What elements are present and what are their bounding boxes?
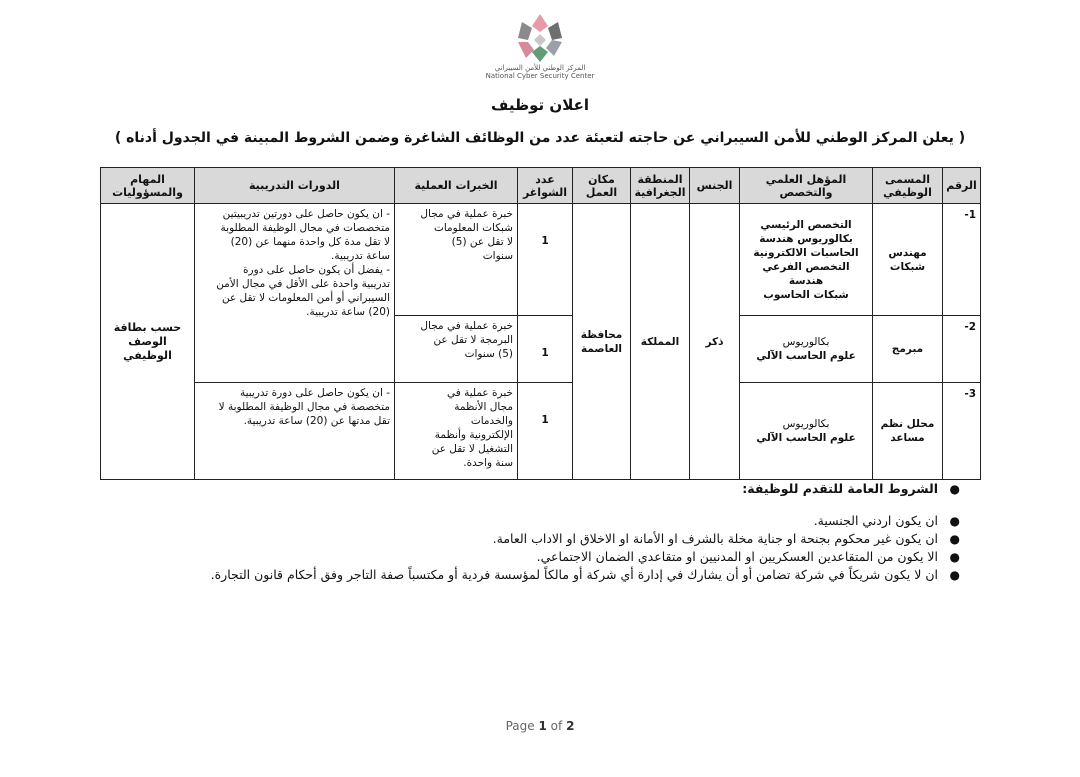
header-experience: الخبرات العملية — [395, 168, 518, 204]
header-region: المنطقة الجغرافية — [631, 168, 690, 204]
row-job-title: مهندس شبكات — [873, 204, 943, 316]
header-job-title: المسمى الوظيفي — [873, 168, 943, 204]
table-row — [101, 204, 981, 316]
header-qualification: المؤهل العلمي والتخصص — [740, 168, 873, 204]
region-cell: المملكة — [631, 204, 690, 480]
row-num: 3- — [943, 383, 981, 480]
header-count: عدد الشواغر — [518, 168, 573, 204]
ncsc-emblem-icon — [512, 12, 568, 64]
general-conditions — [120, 480, 960, 584]
header-duties: المهام والمسؤوليات — [101, 168, 195, 204]
header-courses: الدورات التدريبية — [195, 168, 395, 204]
logo-text-en: National Cyber Security Center — [485, 72, 595, 80]
gender-cell: ذكر — [690, 204, 740, 480]
row-job-title: محلل نظم مساعد — [873, 383, 943, 480]
row-num: 1- — [943, 204, 981, 316]
list-item: ● ان لا يكون شريكاً في شركة تضامن أو أن يشارك في إدارة أي شركة أو مالكاً لمؤسسة فردية أو مكتسباً صفة التاجر وفق أحكام قانون التجارة. — [210, 567, 960, 582]
list-item: ● الا يكون من المتقاعدين العسكريين او المدنيين او متقاعدي الضمان الاجتماعي. — [536, 549, 960, 564]
ncsc-logo — [485, 12, 595, 92]
list-item: ● ان يكون غير محكوم بجنحة او جناية مخلة بالشرف او الأمانة او الاخلاق او الاداب العامة. — [492, 531, 960, 546]
row-experience: خبرة عملية في مجال البرمجة لا تقل عن (5) سنوات — [395, 316, 518, 383]
workplace-cell: محافظة العاصمة — [573, 204, 631, 480]
header-workplace: مكان العمل — [573, 168, 631, 204]
row-experience: خبرة عملية في مجال شبكات المعلومات لا تقل عن (5) سنوات — [395, 204, 518, 316]
jobs-table — [100, 167, 981, 480]
bullet-icon: ● — [949, 568, 960, 582]
table-row — [101, 383, 981, 480]
row-count: 1 — [518, 383, 573, 480]
row-count: 1 — [518, 316, 573, 383]
table-header-row — [101, 168, 981, 204]
row-num: 2- — [943, 316, 981, 383]
courses-cell-3: - ان يكون حاصل على دورة تدريبية متخصصة في مجال الوظيفة المطلوبة لا تقل مدتها عن (20) ساعة تدريبية. — [195, 383, 395, 480]
row-experience: خبرة عملية في مجال الأنظمة والخدمات الإلكترونية وأنظمة التشغيل لا تقل عن سنة واحدة. — [395, 383, 518, 480]
page-footer: Page 1 of 2 — [505, 719, 575, 733]
duties-cell: حسب بطاقة الوصف الوظيفي — [101, 204, 195, 480]
page-title: اعلان توظيف — [491, 96, 589, 114]
header-gender: الجنس — [690, 168, 740, 204]
row-job-title: مبرمج — [873, 316, 943, 383]
row-qualification: بكالوريوس علوم الحاسب الآلي — [740, 383, 873, 480]
row-qualification: التخصص الرئيسي بكالوريوس هندسة الحاسبات الالكترونية التخصص الفرعي هندسة شبكات الحاسوب — [740, 204, 873, 316]
conditions-heading: ● الشروط العامة للتقدم للوظيفة: — [742, 481, 960, 496]
intro-text: ( يعلن المركز الوطني للأمن السيبراني عن حاجته لتعبئة عدد من الوظائف الشاغرة وضمن الشروط المبينة في الجدول أدناه ) — [114, 130, 966, 146]
bullet-icon: ● — [949, 514, 960, 528]
bullet-icon: ● — [949, 482, 960, 496]
header-num: الرقم — [943, 168, 981, 204]
bullet-icon: ● — [949, 550, 960, 564]
logo-text-ar: المركز الوطني للأمن السيبراني — [494, 64, 586, 72]
courses-cell-1-2: - ان يكون حاصل على دورتين تدريبيتين متخصصات في مجال الوظيفة المطلوبة لا تقل مدة كل واحدة منهما عن (20) ساعة تدريبية. - يفضل أن يكون حاصل على دورة تدريبية واحدة على الأقل في مجال الأمن السيبراني أو أمن المعلومات لا تقل عن (20) ساعة تدريبية. — [195, 204, 395, 383]
row-qualification: بكالوريوس علوم الحاسب الآلي — [740, 316, 873, 383]
bullet-icon: ● — [949, 532, 960, 546]
list-item: ● ان يكون اردني الجنسية. — [813, 513, 960, 528]
row-count: 1 — [518, 204, 573, 316]
